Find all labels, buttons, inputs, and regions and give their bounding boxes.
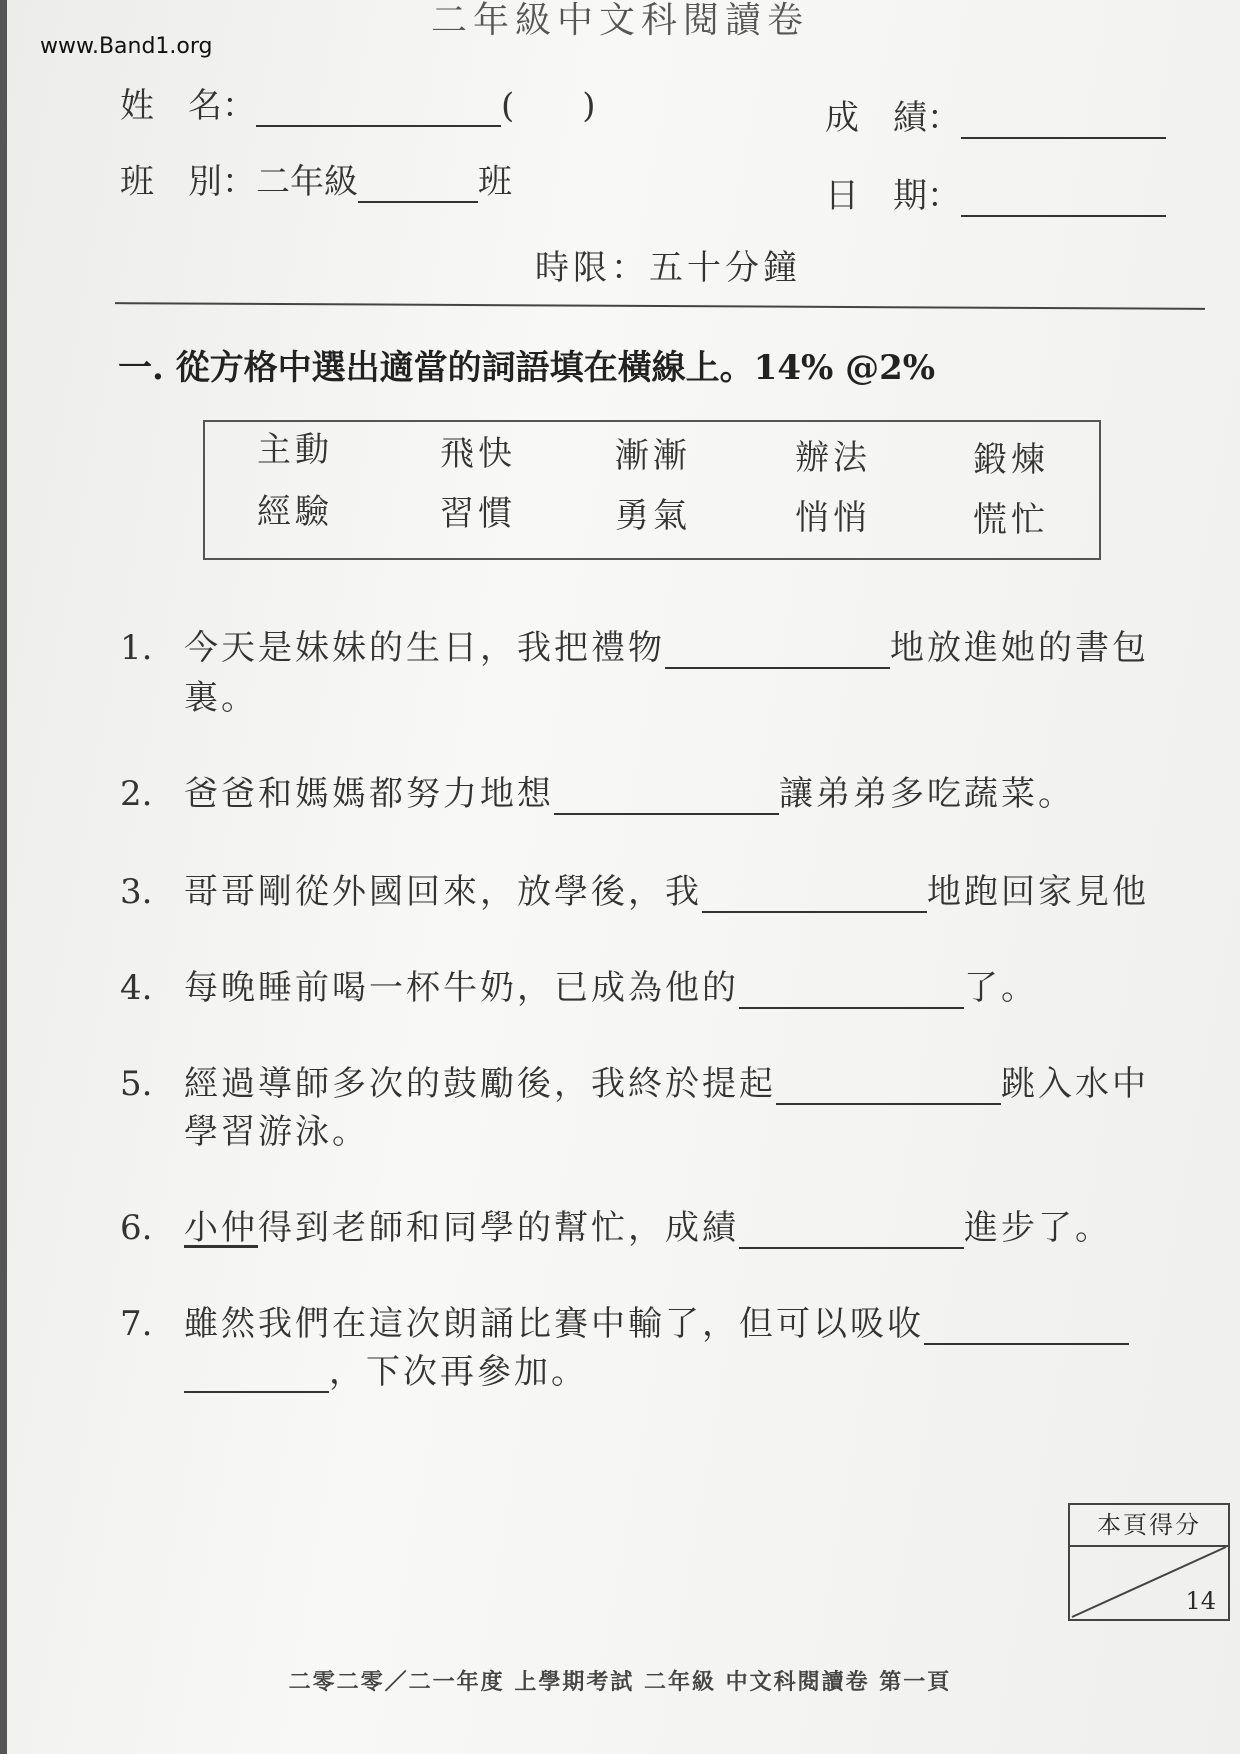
question-1 <box>120 620 1149 669</box>
question-text: 哥哥剛從外國回來，放學後，我 <box>184 872 702 912</box>
date-blank[interactable] <box>961 215 1166 217</box>
question-5-continued: 學習游泳。 <box>184 1112 369 1152</box>
word-bank-item: 經驗 <box>257 492 333 532</box>
answer-blank[interactable] <box>665 631 890 669</box>
score-blank[interactable] <box>961 137 1166 139</box>
question-6 <box>120 1200 1112 1249</box>
question-number: 2. <box>120 774 153 814</box>
name-field <box>120 78 596 127</box>
class-suffix: 班 <box>478 162 512 202</box>
student-name: 小仲 <box>184 1208 258 1248</box>
question-text: ，下次再參加。 <box>329 1352 588 1392</box>
page-score-box <box>1068 1503 1230 1621</box>
question-text: 今天是妹妹的生日，我把禮物 <box>184 628 665 668</box>
class-number-paren: ( ) <box>501 86 596 126</box>
question-number: 4. <box>120 968 153 1008</box>
page-footer: 二零二零／二一年度 上學期考試 二年級 中文科閱讀卷 第一頁 <box>288 1669 952 1695</box>
question-text: 地放進她的書包 <box>890 628 1149 668</box>
question-4 <box>120 960 1038 1009</box>
question-text: 進步了。 <box>964 1208 1112 1248</box>
question-1-continued: 裏。 <box>184 678 258 718</box>
page-score-label: 本頁得分 <box>1070 1505 1228 1547</box>
question-text: 了。 <box>964 968 1038 1008</box>
question-7 <box>120 1296 1129 1345</box>
question-number: 6. <box>120 1208 153 1248</box>
date-field <box>825 168 1166 217</box>
question-number: 3. <box>120 872 153 912</box>
question-number: 7. <box>120 1304 153 1344</box>
watermark: www.Band1.org <box>40 34 213 59</box>
scan-edge <box>0 0 7 1754</box>
word-bank-item: 習慣 <box>440 494 516 534</box>
question-number: 5. <box>120 1064 153 1104</box>
question-text: 經過導師多次的鼓勵後，我終於提起 <box>184 1064 776 1104</box>
paper-title: 二年級中文科閱讀卷 <box>430 0 809 41</box>
word-bank-item: 勇氣 <box>615 496 691 536</box>
word-bank-item: 悄悄 <box>795 498 871 538</box>
class-field <box>120 154 512 203</box>
word-bank-item: 漸漸 <box>615 436 691 476</box>
score-label: 成 績： <box>825 98 961 138</box>
answer-blank[interactable] <box>554 777 779 815</box>
time-limit: 時限：五十分鐘 <box>535 248 801 288</box>
answer-blank[interactable] <box>739 971 964 1009</box>
question-7-continued <box>184 1344 588 1393</box>
page-score-value: 14 <box>1185 1587 1216 1615</box>
name-blank[interactable] <box>256 125 501 127</box>
word-bank-item: 慌忙 <box>973 500 1049 540</box>
question-number: 1. <box>120 628 153 668</box>
word-bank-item: 辦法 <box>795 438 871 478</box>
question-text: 每晚睡前喝一杯牛奶，已成為他的 <box>184 968 739 1008</box>
answer-blank-continued[interactable] <box>184 1355 329 1393</box>
word-bank <box>203 420 1101 560</box>
answer-blank[interactable] <box>702 875 927 913</box>
name-label: 姓 名： <box>120 86 256 126</box>
word-bank-item: 主動 <box>257 430 333 470</box>
question-2 <box>120 766 1075 815</box>
date-label: 日 期： <box>825 176 961 216</box>
class-label: 班 別：二年級 <box>120 162 358 202</box>
question-3 <box>120 864 1149 913</box>
answer-blank[interactable] <box>776 1067 1001 1105</box>
question-text: 地跑回家見他 <box>927 872 1149 912</box>
word-bank-item: 鍛煉 <box>973 440 1049 480</box>
question-text: 讓弟弟多吃蔬菜。 <box>779 774 1075 814</box>
word-bank-item: 飛快 <box>440 434 516 474</box>
question-text: 跳入水中 <box>1001 1064 1149 1104</box>
score-field <box>825 90 1166 139</box>
answer-blank[interactable] <box>924 1307 1129 1345</box>
answer-blank[interactable] <box>739 1211 964 1249</box>
question-5 <box>120 1056 1149 1105</box>
section-1-heading: 一. 從方格中選出適當的詞語填在橫線上。14% @2% <box>118 348 936 388</box>
question-text: 爸爸和媽媽都努力地想 <box>184 774 554 814</box>
question-text: 得到老師和同學的幫忙，成績 <box>258 1208 739 1248</box>
question-text: 雖然我們在這次朗誦比賽中輸了，但可以吸收 <box>184 1304 924 1344</box>
class-blank[interactable] <box>358 201 478 203</box>
